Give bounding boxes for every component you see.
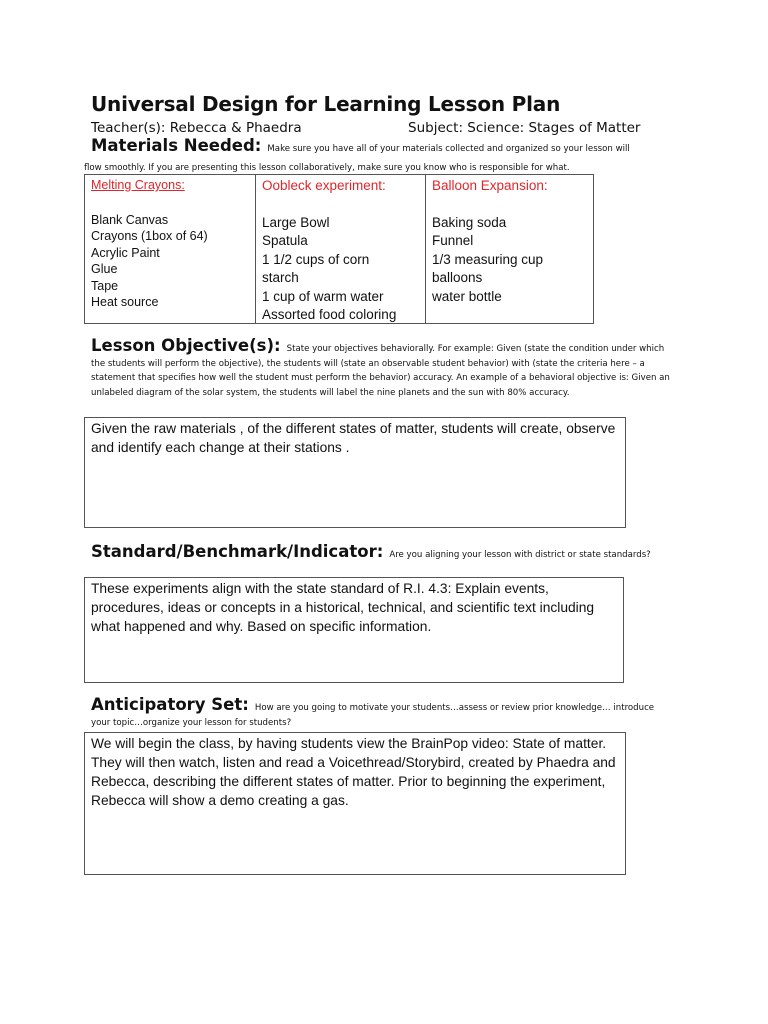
list-item: Acrylic Paint xyxy=(91,245,160,260)
teacher-line: Teacher(s): Rebecca & Phaedra xyxy=(91,120,302,136)
list-item: Glue xyxy=(91,262,118,276)
materials-section-header xyxy=(91,136,671,157)
standard-section-header xyxy=(91,542,671,563)
objective-note: State your objectives behaviorally. For example: Given (state the condition under which the students will perform the objective), the students will (state an observable student behavior) with (state the criteria here – a statement that specifies how well the student must perform the behavior) accuracy. An example of a behavioral objective is: Given an unlabeled diagram of the solar system, the students will label the nine planets and the sun with 80% accuracy. xyxy=(91,344,670,398)
objective-heading: Lesson Objective(s): xyxy=(91,336,281,355)
materials-heading: Materials Needed: xyxy=(91,136,262,155)
standard-content-box[interactable]: These experiments align with the state standard of R.I. 4.3: Explain events, procedures, ideas or concepts in a historical, technical, and scientific text including what happened and why. Based on specific information. xyxy=(84,577,624,683)
materials-column-oobleck xyxy=(255,175,425,323)
objective-content-box[interactable]: Given the raw materials , of the different states of matter, students will create, observe and identify each change at their stations . xyxy=(84,417,626,528)
list-item: Heat source xyxy=(91,295,159,309)
standard-heading: Standard/Benchmark/Indicator: xyxy=(91,542,384,561)
objective-section-header xyxy=(91,336,671,400)
list-item: 1 cup of warm water xyxy=(262,288,384,304)
list-item: Large Bowl xyxy=(262,214,330,230)
anticipatory-heading: Anticipatory Set: xyxy=(91,695,249,714)
anticipatory-content-box[interactable]: We will begin the class, by having students view the BrainPop video: State of matter. They will then watch, listen and read a Voicethread/Storybird, created by Phaedra and Rebecca, describing the different states of matter. Prior to beginning the experiment, Rebecca will show a demo creating a gas. xyxy=(84,732,626,875)
anticipatory-note: How are you going to motivate your students…assess or review prior knowledge… introduce your topic…organize your lesson for students? xyxy=(91,703,655,728)
list-item: starch xyxy=(262,270,299,285)
list-item: water bottle xyxy=(432,288,502,304)
list-item: Funnel xyxy=(432,233,474,248)
materials-note-line1: Make sure you have all of your materials collected and organized so your lesson will xyxy=(267,144,630,154)
list-item: Baking soda xyxy=(432,214,507,230)
list-item: Blank Canvas xyxy=(91,212,169,227)
materials-column-melting-crayons xyxy=(85,175,255,323)
column-header: Balloon Expansion: xyxy=(432,178,548,193)
list-item: Crayons (1box of 64) xyxy=(91,229,208,243)
list-item: Tape xyxy=(91,278,119,293)
list-item: 1/3 measuring cup xyxy=(432,251,544,267)
subject-line: Subject: Science: Stages of Matter xyxy=(408,120,641,136)
list-item: 1 1/2 cups of corn xyxy=(262,251,370,267)
column-header: Oobleck experiment: xyxy=(262,178,386,193)
page-title: Universal Design for Learning Lesson Plan xyxy=(91,92,561,116)
materials-column-balloon xyxy=(425,175,593,323)
list-item: balloons xyxy=(432,270,483,285)
list-item: Spatula xyxy=(262,233,308,248)
materials-note-line2: flow smoothly. If you are presenting this lesson collaboratively, make sure you know who is responsible for what. xyxy=(84,163,570,173)
list-item: Assorted food coloring xyxy=(262,307,397,322)
standard-note: Are you aligning your lesson with district or state standards? xyxy=(389,550,651,560)
materials-table xyxy=(84,174,594,324)
column-header: Melting Crayons: xyxy=(91,178,185,192)
anticipatory-section-header xyxy=(91,695,671,730)
